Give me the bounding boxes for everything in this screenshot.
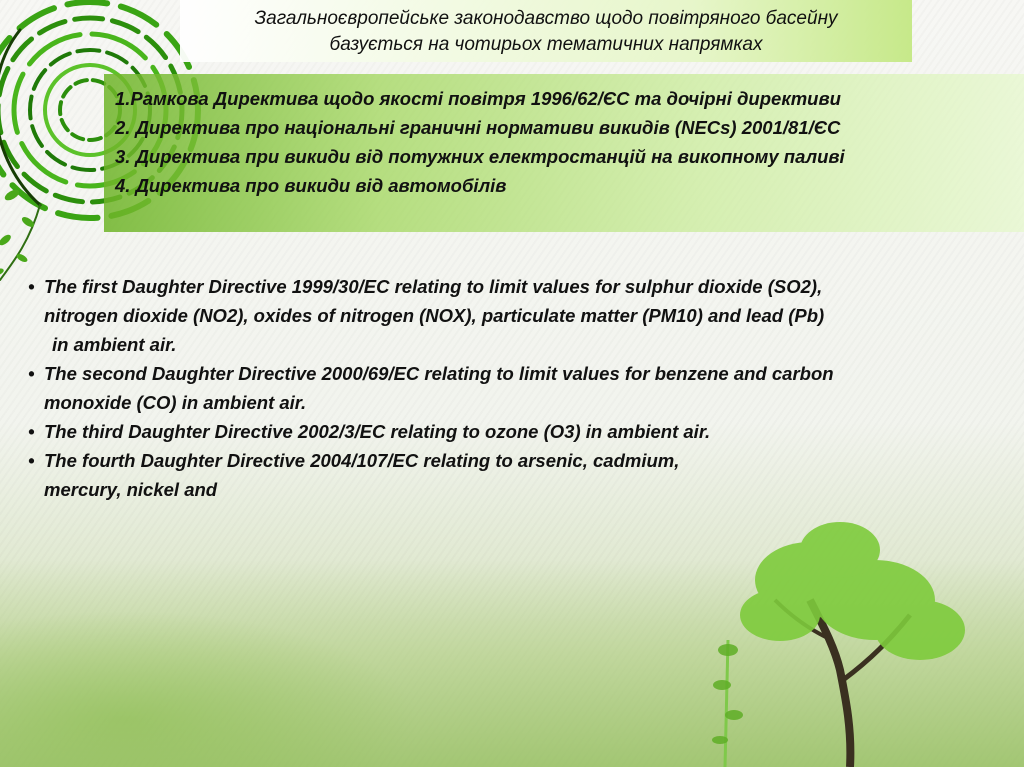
directive-item: 1.Рамкова Директива щодо якості повітря 1996/62/ЄС та дочірні директиви — [115, 88, 841, 109]
list-item-text: The third Daughter Directive 2002/3/EC relating to ozone (O3) in ambient air. — [44, 421, 711, 442]
list-item-text: in ambient air. — [52, 334, 177, 355]
directives-box — [104, 74, 1024, 232]
list-item-text: The second Daughter Directive 2000/69/EC relating to limit values for benzene and carbon — [44, 363, 834, 384]
bullet: • — [28, 363, 35, 384]
list-item — [28, 446, 1018, 504]
tree-decoration — [700, 520, 1010, 767]
bullet: • — [28, 421, 35, 442]
bullet: • — [28, 276, 35, 297]
list-item-text: monoxide (CO) in ambient air. — [44, 392, 307, 413]
list-item — [28, 272, 1018, 359]
background-haze-left — [0, 610, 420, 767]
list-item-text: nitrogen dioxide (NO2), oxides of nitrogen (NOX), particulate matter (PM10) and lead (Pb) — [44, 305, 825, 326]
bullet: • — [28, 450, 35, 471]
directive-item: 3. Директива при викиди від потужних електростанцій на викопному паливі — [115, 146, 845, 167]
header-line-2: базується на чотирьох тематичних напрямках — [329, 34, 763, 55]
directives-list — [104, 74, 1024, 200]
daughter-directives-list — [28, 272, 1018, 504]
list-item-text: mercury, nickel and — [44, 479, 218, 500]
header-box — [180, 0, 912, 62]
list-item-text: The first Daughter Directive 1999/30/EC relating to limit values for sulphur dioxide (SO2), — [44, 276, 823, 297]
list-item-text: The fourth Daughter Directive 2004/107/EC relating to arsenic, cadmium, — [44, 450, 680, 471]
header-line-1: Загальноєвропейське законодавство щодо повітряного басейну — [254, 8, 838, 29]
directive-item: 2. Директива про національні граничні нормативи викидів (NECs) 2001/81/ЄС — [115, 117, 841, 138]
directive-item: 4. Директива про викиди від автомобілів — [115, 175, 507, 196]
list-item — [28, 417, 1018, 446]
list-item — [28, 359, 1018, 417]
